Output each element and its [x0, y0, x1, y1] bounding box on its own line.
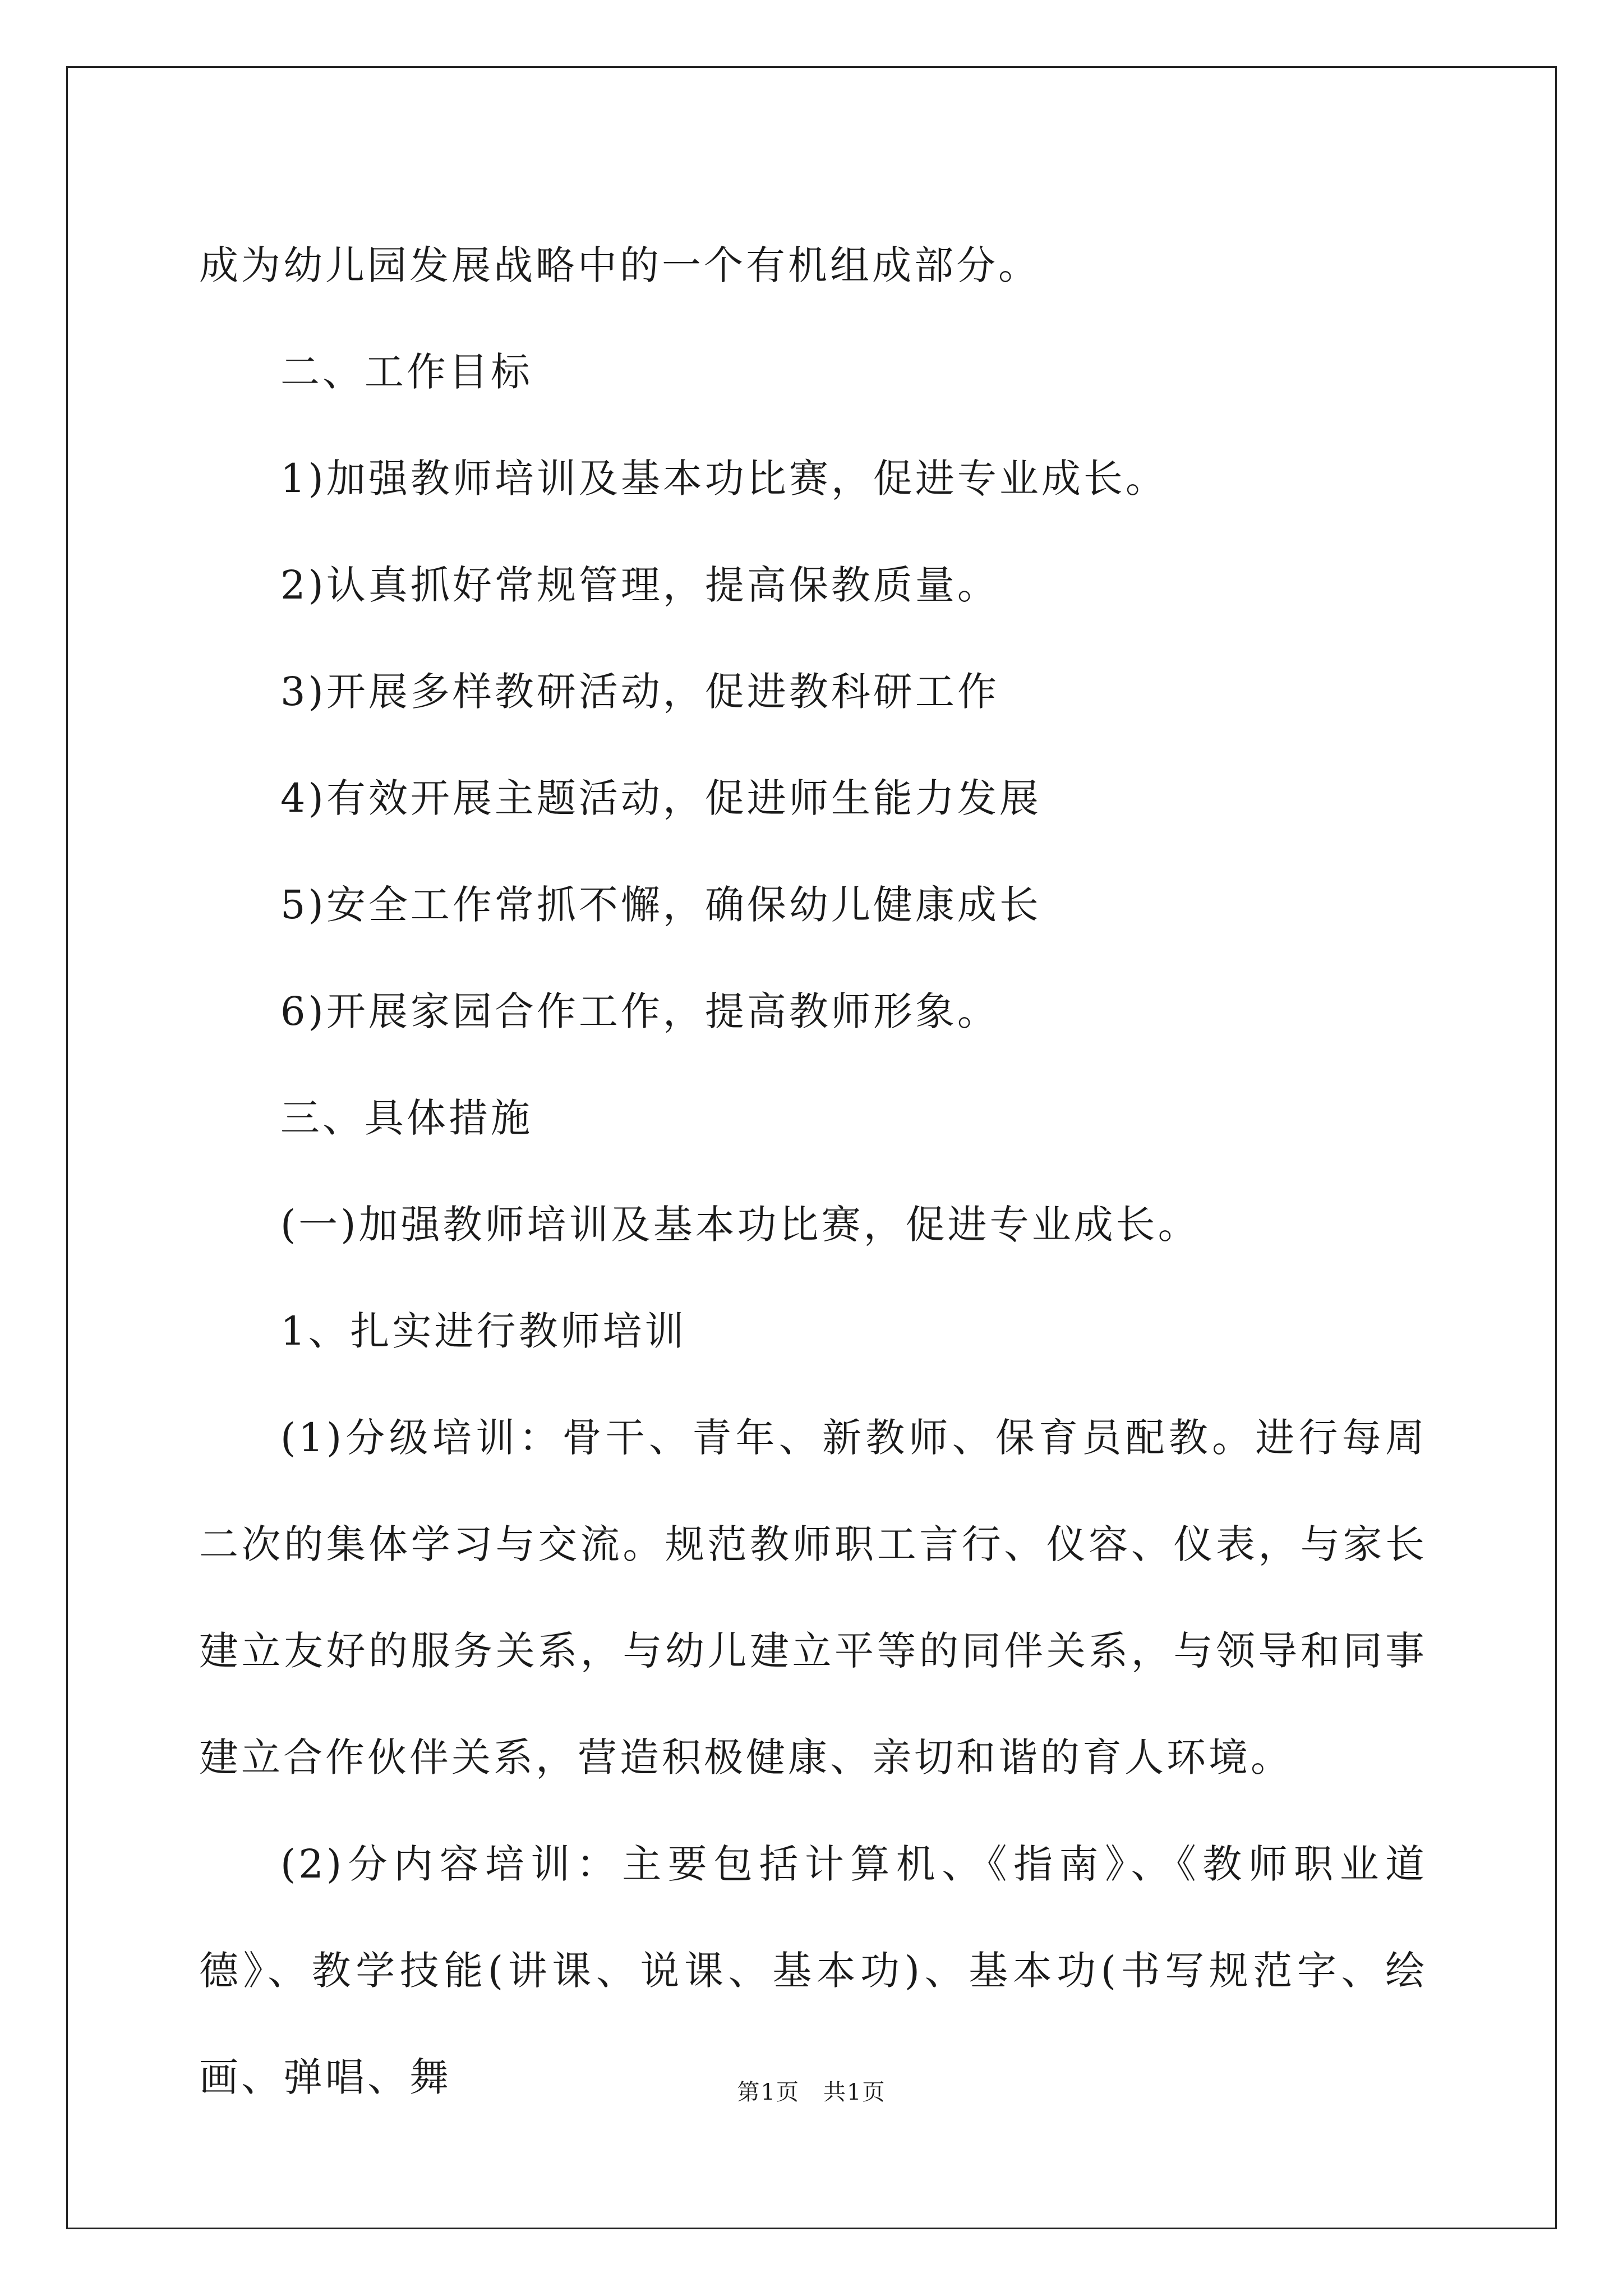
goal-item-4: 4)有效开展主题活动，促进师生能力发展 [280, 775, 1041, 821]
section-heading-measures: 三、具体措施 [280, 1095, 533, 1141]
paragraph-content-training: (2)分内容培训：主要包括计算机、《指南》、《教师职业道德》、教学技能(讲课、说课、基本功)、基本功(书写规范字、绘画、弹唱、舞 [199, 1841, 1427, 2100]
section-heading-goals: 二、工作目标 [280, 349, 533, 395]
text-line-1: 成为幼儿园发展战略中的一个有机组成部分。 [199, 242, 1040, 288]
subsection-heading-1: (一)加强教师培训及基本功比赛，促进专业成长。 [280, 1202, 1200, 1248]
goal-item-3: 3)开展多样教研活动，促进教科研工作 [280, 669, 999, 715]
goal-item-1: 1)加强教师培训及基本功比赛，促进专业成长。 [280, 455, 1168, 501]
page-footer: 第1页 共1页 [737, 2079, 886, 2105]
goal-item-5: 5)安全工作常抓不懈，确保幼儿健康成长 [280, 882, 1041, 928]
goal-item-2: 2)认真抓好常规管理，提高保教质量。 [280, 562, 999, 608]
document-body [199, 212, 1427, 2131]
item-heading-training: 1、扎实进行教师培训 [280, 1308, 687, 1354]
goal-item-6: 6)开展家园合作工作，提高教师形象。 [280, 988, 999, 1034]
paragraph-graded-training: (1)分级培训：骨干、青年、新教师、保育员配教。进行每周二次的集体学习与交流。规范教师职工言行、仪容、仪表，与家长建立友好的服务关系，与幼儿建立平等的同伴关系，与领导和同事建立合作伙伴关系，营造积极健康、亲切和谐的育人环境。 [199, 1415, 1427, 1780]
